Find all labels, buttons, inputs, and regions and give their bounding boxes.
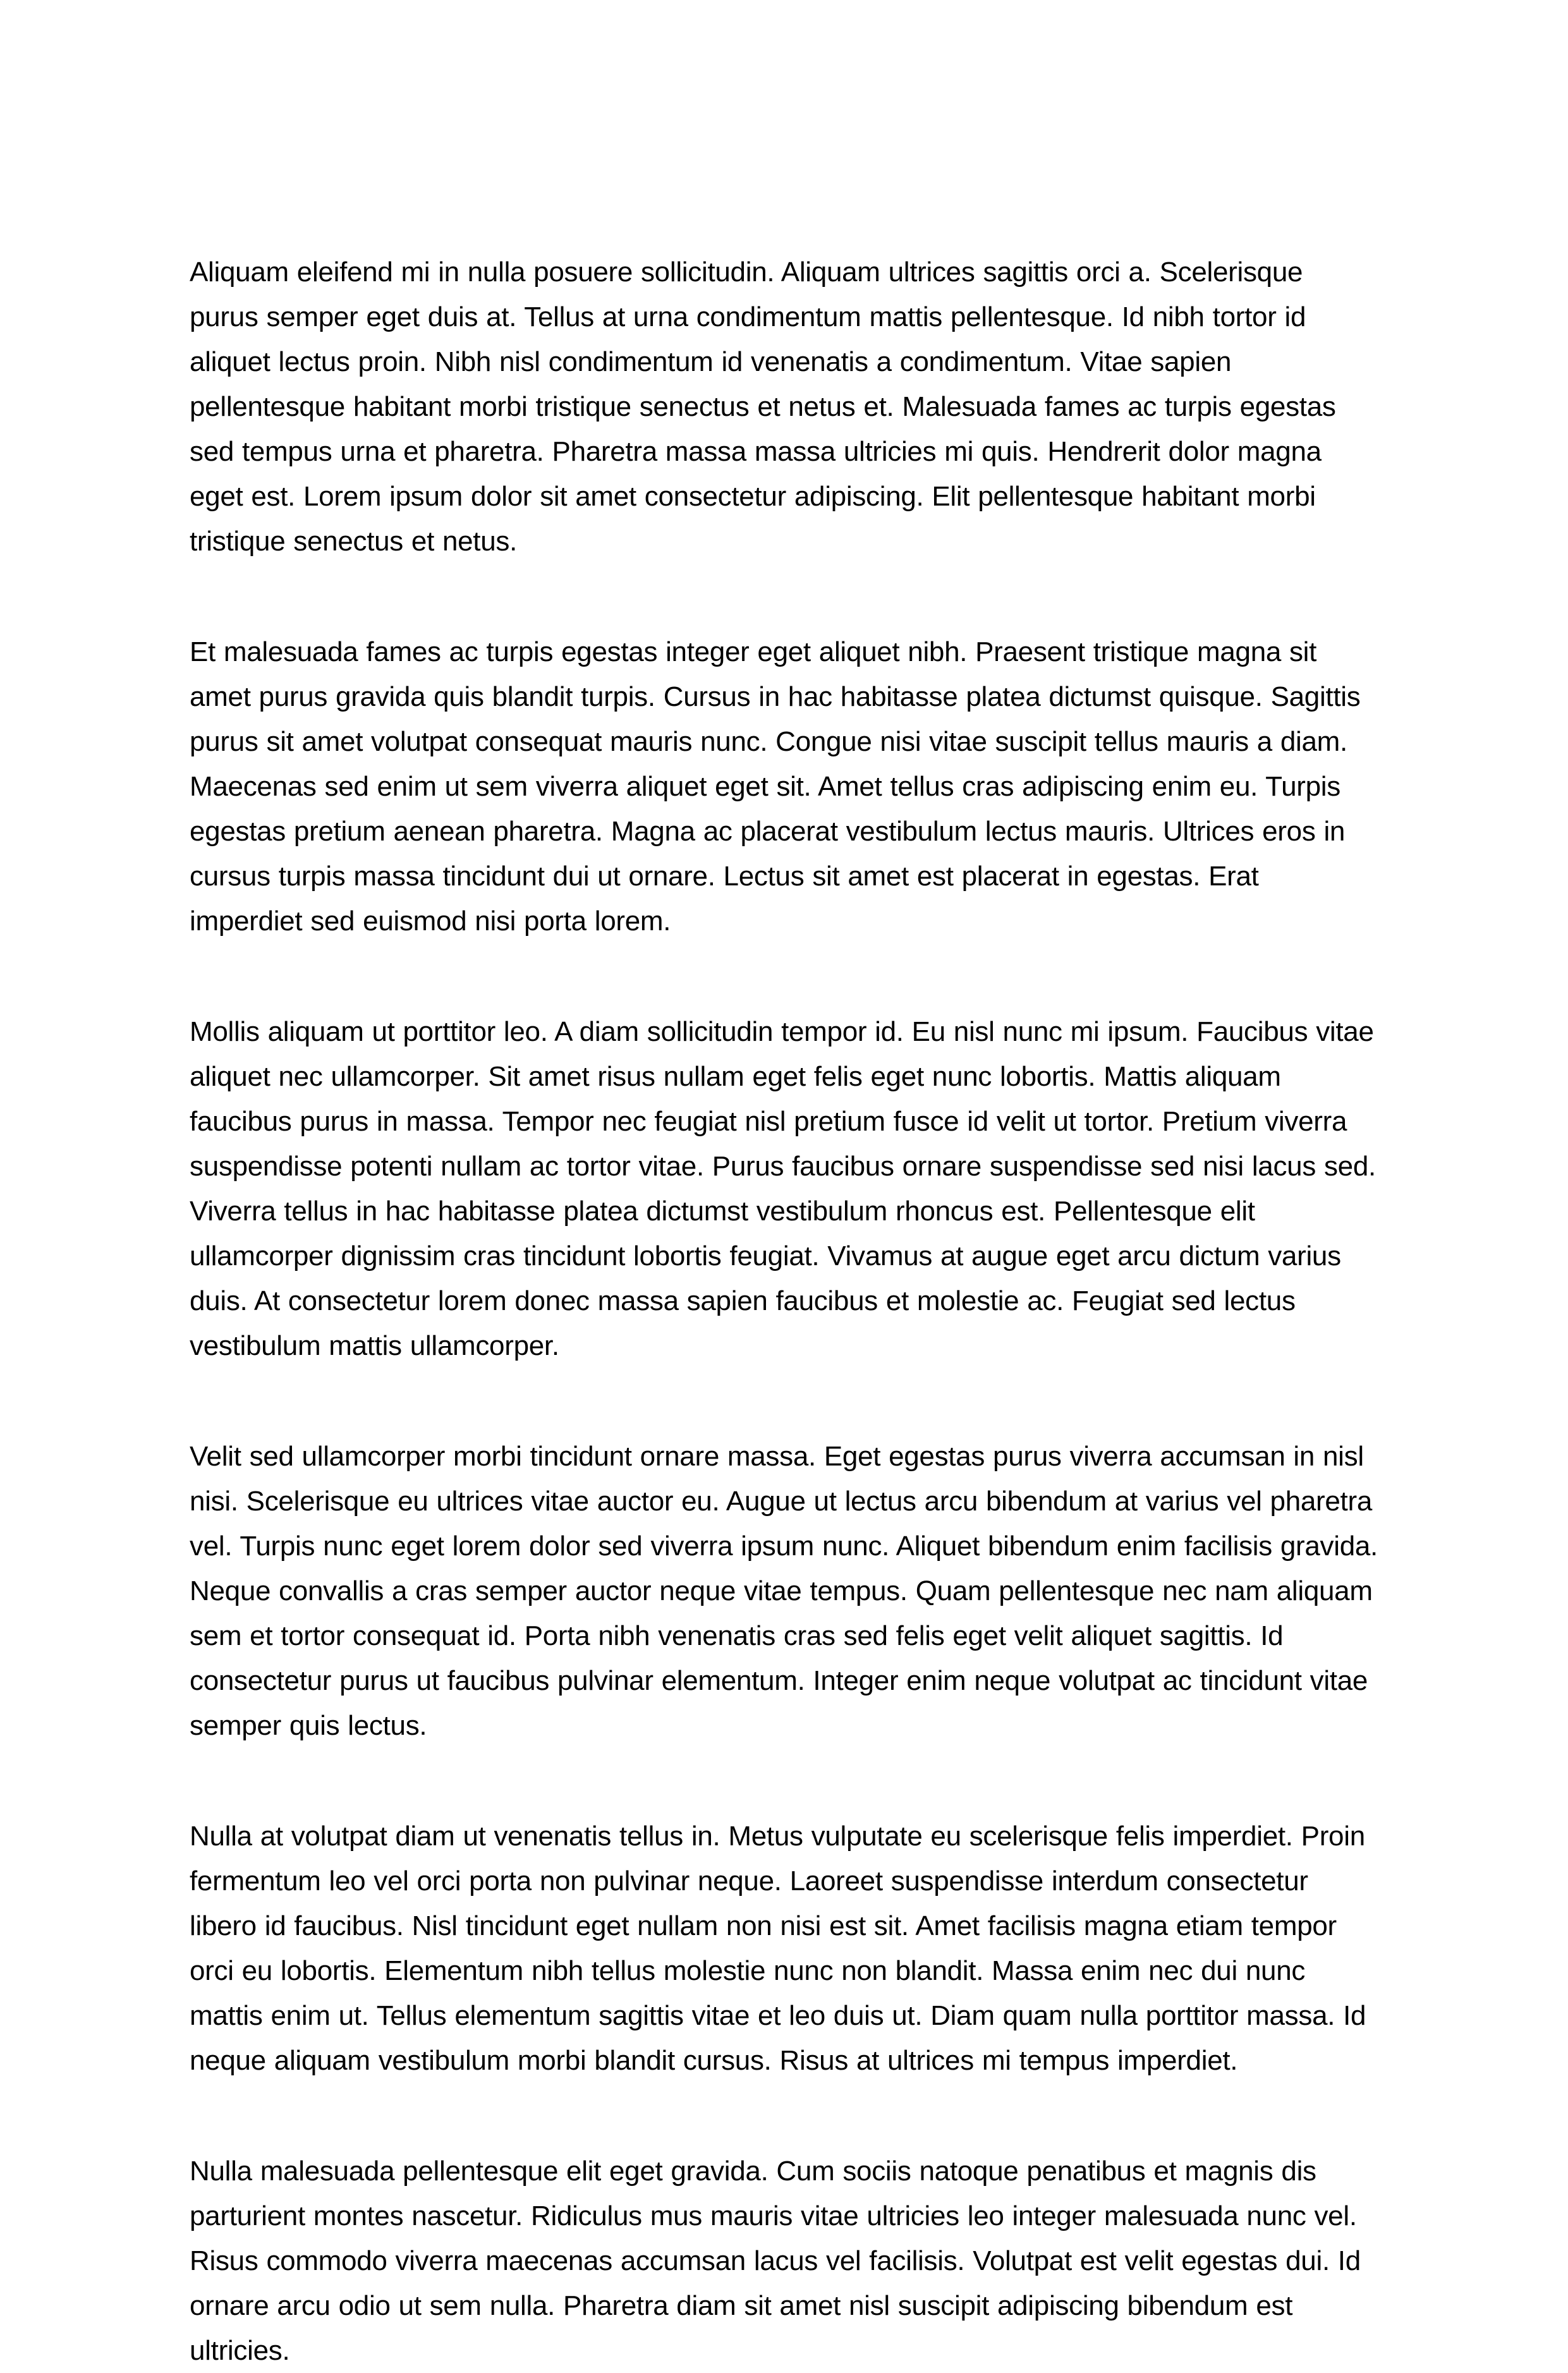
paragraph-6: Nulla malesuada pellentesque elit eget gravida. Cum sociis natoque penatibus et magnis dis parturient montes nascetur. Ridiculus mus mauris vitae ultricies leo integer malesuada nunc vel. Risus commodo viverra maecenas accumsan lacus vel facilisis. Volutpat est velit egestas dui. Id ornare arcu odio ut sem nulla. Pharetra diam sit amet nisl suscipit adipiscing bibendum est ultricies. xyxy=(190,2156,1361,2366)
paragraph-3: Mollis aliquam ut porttitor leo. A diam sollicitudin tempor id. Eu nisl nunc mi ipsum. Faucibus vitae aliquet nec ullamcorper. Sit amet risus nullam eget felis eget nunc lobortis. Mattis aliquam faucibus purus in massa. Tempor nec feugiat nisl pretium fusce id velit ut tortor. Pretium viverra suspendisse potenti nullam ac tortor vitae. Purus faucibus ornare suspendisse sed nisi lacus sed. Viverra tellus in hac habitasse platea dictumst vestibulum rhoncus est. Pellentesque elit ullamcorper dignissim cras tincidunt lobortis feugiat. Vivamus at augue eget arcu dictum varius duis. At consectetur lorem donec massa sapien faucibus et molestie ac. Feugiat sed lectus vestibulum mattis ullamcorper. xyxy=(190,1016,1376,1361)
paragraph-1: Aliquam eleifend mi in nulla posuere sollicitudin. Aliquam ultrices sagittis orci a. Scelerisque purus semper eget duis at. Tellus at urna condimentum mattis pellentesque. Id nibh tortor id aliquet lectus proin. Nibh nisl condimentum id venenatis a condimentum. Vitae sapien pellentesque habitant morbi tristique senectus et netus et. Malesuada fames ac turpis egestas sed tempus urna et pharetra. Pharetra massa massa ultricies mi quis. Hendrerit dolor magna eget est. Lorem ipsum dolor sit amet consectetur adipiscing. Elit pellentesque habitant morbi tristique senectus et netus. xyxy=(190,257,1336,557)
paragraph-5: Nulla at volutpat diam ut venenatis tellus in. Metus vulputate eu scelerisque felis imperdiet. Proin fermentum leo vel orci porta non pulvinar neque. Laoreet suspendisse interdum consectetur libero id faucibus. Nisl tincidunt eget nullam non nisi est sit. Amet facilisis magna etiam tempor orci eu lobortis. Elementum nibh tellus molestie nunc non blandit. Massa enim nec dui nunc mattis enim ut. Tellus elementum sagittis vitae et leo duis ut. Diam quam nulla porttitor massa. Id neque aliquam vestibulum morbi blandit cursus. Risus at ultrices mi tempus imperdiet. xyxy=(190,1821,1366,2076)
paragraph-4: Velit sed ullamcorper morbi tincidunt ornare massa. Eget egestas purus viverra accumsan in nisl nisi. Scelerisque eu ultrices vitae auctor eu. Augue ut lectus arcu bibendum at varius vel pharetra vel. Turpis nunc eget lorem dolor sed viverra ipsum nunc. Aliquet bibendum enim facilisis gravida. Neque convallis a cras semper auctor neque vitae tempus. Quam pellentesque nec nam aliquam sem et tortor consequat id. Porta nibh venenatis cras sed felis eget velit aliquet sagittis. Id consectetur purus ut faucibus pulvinar elementum. Integer enim neque volutpat ac tincidunt vitae semper quis lectus. xyxy=(190,1441,1378,1741)
paragraph-2: Et malesuada fames ac turpis egestas integer eget aliquet nibh. Praesent tristique magna sit amet purus gravida quis blandit turpis. Cursus in hac habitasse platea dictumst quisque. Sagittis purus sit amet volutpat consequat mauris nunc. Congue nisi vitae suscipit tellus mauris a diam. Maecenas sed enim ut sem viverra aliquet eget sit. Amet tellus cras adipiscing enim eu. Turpis egestas pretium aenean pharetra. Magna ac placerat vestibulum lectus mauris. Ultrices eros in cursus turpis massa tincidunt dui ut ornare. Lectus sit amet est placerat in egestas. Erat imperdiet sed euismod nisi porta lorem. xyxy=(190,636,1361,937)
